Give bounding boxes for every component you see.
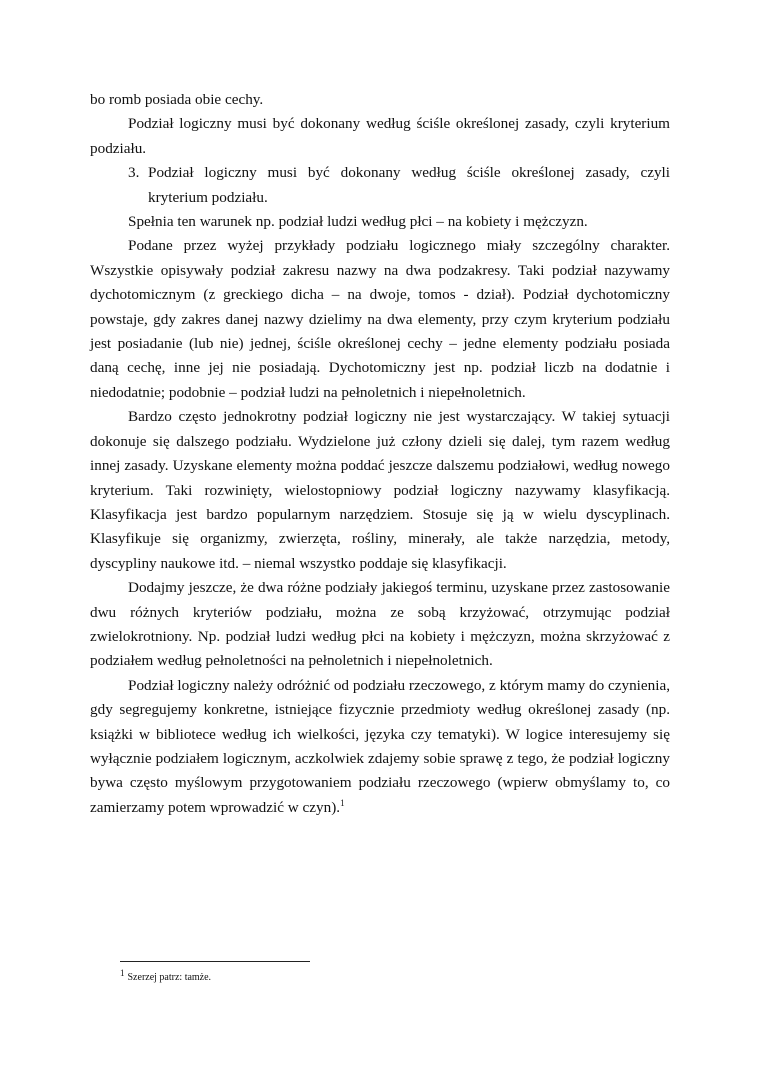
footnote-text: Szerzej patrz: tamże. (127, 972, 212, 983)
paragraph-criterion: Podział logiczny musi być dokonany według ściśle określonej zasady, czyli kryterium podziału. (90, 115, 670, 157)
paragraph-cross-division: Dodajmy jeszcze, że dwa różne podziały jakiegoś terminu, uzyskane przez zastosowanie dwu różnych kryteriów podziału, można ze sobą krzyżować, otrzymując podział zwielokrotniony. Np. podział ludzi według płci na kobiety i mężczyzn, można skrzyżować z podziałem według pełnoletności na pełnoletnich i niepełnoletnich. (90, 579, 670, 670)
paragraph-dichotomy: Podane przez wyżej przykłady podziału logicznego miały szczególny charakter. Wszystkie opisywały podział zakresu nazwy na dwa podzakresy. Taki podział nazywamy dychotomicznym (z greckiego dicha – na dwoje, tomos - dział). Podział dychotomiczny powstaje, gdy zakres danej nazwy dzielimy na dwa elementy, przy czym kryterium podziału jest posiadanie (lub nie) jednej, ściśle określonej cechy – jedne elementy podziału posiada daną cechę, inne jej nie posiadają. Dychotomiczny jest np. podział liczb na dodatnie i niedodatnie; podobnie – podział ludzi na pełnoletnich i niepełnoletnich. (90, 237, 670, 401)
paragraph-continuation: bo romb posiada obie cechy. (90, 91, 264, 108)
paragraph-example: Spełnia ten warunek np. podział ludzi według płci – na kobiety i mężczyzn. (128, 213, 588, 231)
list-item-text: Podział logiczny musi być dokonany według ściśle określonej zasady, czyli kryterium podziału. (148, 164, 670, 206)
list-number: 3. (128, 164, 140, 182)
paragraph-physical-division-text: Podział logiczny należy odróżnić od podziału rzeczowego, z którym mamy do czynienia, gdy segregujemy konkretne, istniejące fizycznie przedmioty według określonej zasady (np. książki w bibliotece według ich wielkości, języka czy tematyki). W logice interesujemy się wyłącznie podziałem logicznym, aczkolwiek zdajemy sobie sprawę z tego, że podział logiczny bywa często myślowym przygotowaniem podziału rzeczowego (wpierw obmyślamy to, co zamierzamy potem wprowadzić w czyn). (90, 676, 670, 816)
paragraph-classification: Bardzo często jednokrotny podział logiczny nie jest wystarczający. W takiej sytuacji dokonuje się dalszego podziału. Wydzielone już człony dzieli się dalej, tym razem według innej zasady. Uzyskane elementy można poddać jeszcze dalszemu podziałowi, według nowego kryterium. Taki rozwinięty, wielostopniowy podział logiczny nazywamy klasyfikacją. Klasyfikacja jest bardzo popularnym narzędziem. Stosuje się ją w wielu dyscyplinach. Klasyfikuje się organizmy, zwierzęta, rośliny, minerały, ale także narzędzia, metody, dyscypliny naukowe itd. – niemal wszystko poddaje się klasyfikacji. (90, 408, 670, 572)
body-text (90, 88, 670, 820)
paragraph-physical-division (90, 674, 670, 820)
footnote-reference: 1 (340, 797, 345, 808)
footnote-separator (120, 961, 310, 962)
footnote-mark: 1 (120, 967, 125, 978)
list-item-3 (90, 161, 670, 210)
footnote (120, 967, 212, 985)
